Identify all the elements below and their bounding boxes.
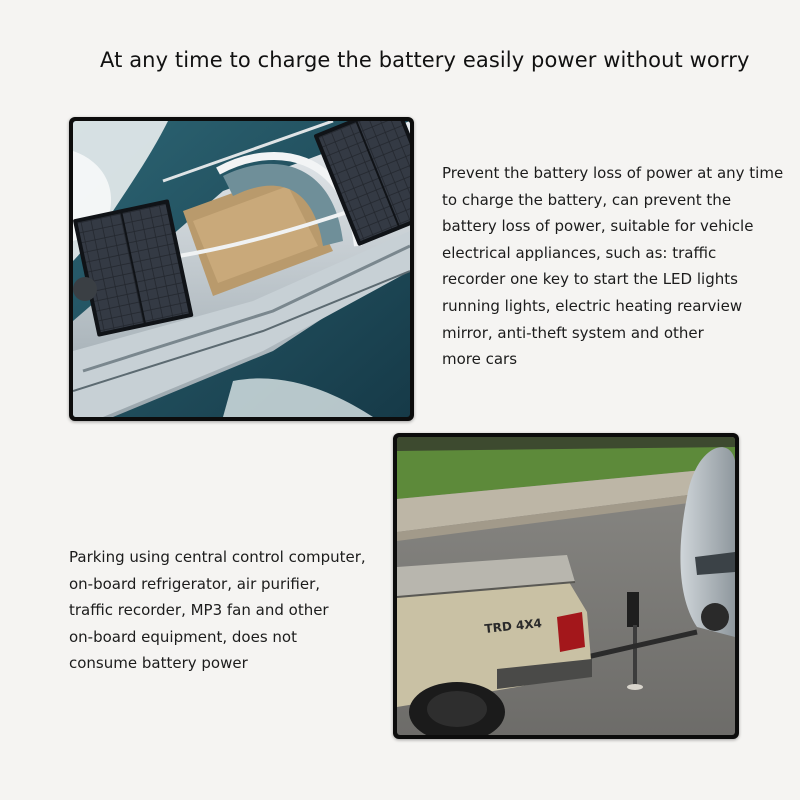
text-line: to charge the battery, can prevent the: [442, 190, 732, 209]
text-line: Prevent the battery loss of power at any time: [442, 164, 784, 182]
text-line: mirror, anti-theft system and other: [442, 323, 704, 342]
text-line: traffic recorder, MP3 fan and other: [69, 601, 329, 620]
text-line: on-board refrigerator, air purifier,: [69, 574, 321, 593]
truck-trailer-photo: [393, 433, 739, 739]
text-line: battery loss of power, suitable for vehicle: [442, 217, 754, 236]
text-line: electrical appliances, such as: traffic: [442, 243, 717, 262]
text-line: recorder one key to start the LED lights: [442, 270, 738, 289]
text-line: on-board equipment, does not: [69, 627, 297, 646]
page-headline: At any time to charge the battery easily power without worry: [100, 48, 750, 72]
text-line: Parking using central control computer,: [69, 548, 366, 566]
description-paragraph-2: [69, 544, 366, 677]
description-paragraph-1: [442, 160, 783, 373]
truck-illustration: [397, 437, 735, 735]
truck-badge: TRD 4X4: [483, 616, 543, 636]
text-line: consume battery power: [69, 654, 248, 673]
yacht-solar-photo: [69, 117, 414, 421]
yacht-illustration: [73, 121, 410, 417]
text-line: running lights, electric heating rearview: [442, 296, 743, 315]
text-line: more cars: [442, 350, 518, 369]
